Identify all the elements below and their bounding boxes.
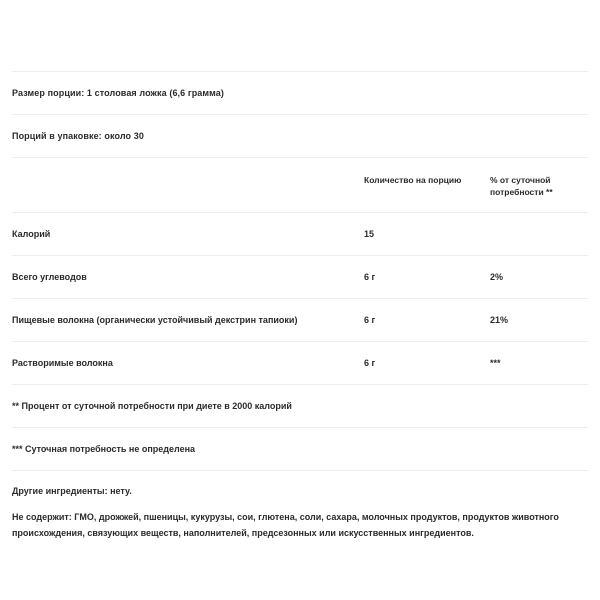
servings-per-container-row [12, 114, 588, 157]
column-header-amount-per-serving: Количество на порцию [364, 175, 462, 185]
table-row [12, 212, 588, 255]
footnote-text: *** Суточная потребность не определена [12, 443, 196, 454]
nutrient-amount: 6 г [364, 272, 376, 282]
other-ingredients-text: Другие ингредиенты: нету. [12, 486, 132, 496]
footnote-text: ** Процент от суточной потребности при диете в 2000 калорий [12, 400, 292, 411]
nutrient-name: Калорий [12, 228, 51, 239]
ingredients-block [12, 470, 588, 541]
footnote-daily-value-not-established [12, 427, 588, 470]
table-row [12, 298, 588, 341]
nutrient-daily-value: *** [490, 358, 501, 368]
serving-size-row [12, 71, 588, 114]
nutrient-amount: 6 г [364, 358, 376, 368]
nutrient-amount: 6 г [364, 315, 376, 325]
column-header-daily-value: % от суточной потребности ** [490, 175, 553, 198]
nutrient-daily-value: 21% [490, 315, 509, 325]
nutrition-table-header [12, 157, 588, 212]
servings-per-container-text: Порций в упаковке: около 30 [12, 130, 144, 141]
footnote-daily-value-basis [12, 384, 588, 427]
nutrient-daily-value: 2% [490, 272, 504, 282]
table-row [12, 255, 588, 298]
free-from-text: Не содержит: ГМО, дрожжей, пшеницы, кукурузы, сои, глютена, соли, сахара, молочных продуктов, продуктов животного происхождения, связующих веществ, наполнителей, предсезонных или искусственных ингредиентов. [12, 512, 559, 538]
nutrient-amount: 15 [364, 229, 375, 239]
nutrient-name: Всего углеводов [12, 271, 87, 282]
nutrient-name: Пищевые волокна (органически устойчивый декстрин тапиоки) [12, 314, 298, 325]
top-spacer [12, 0, 588, 71]
table-row [12, 341, 588, 384]
nutrient-name: Растворимые волокна [12, 357, 113, 368]
serving-size-text: Размер порции: 1 столовая ложка (6,6 грамма) [12, 87, 225, 98]
